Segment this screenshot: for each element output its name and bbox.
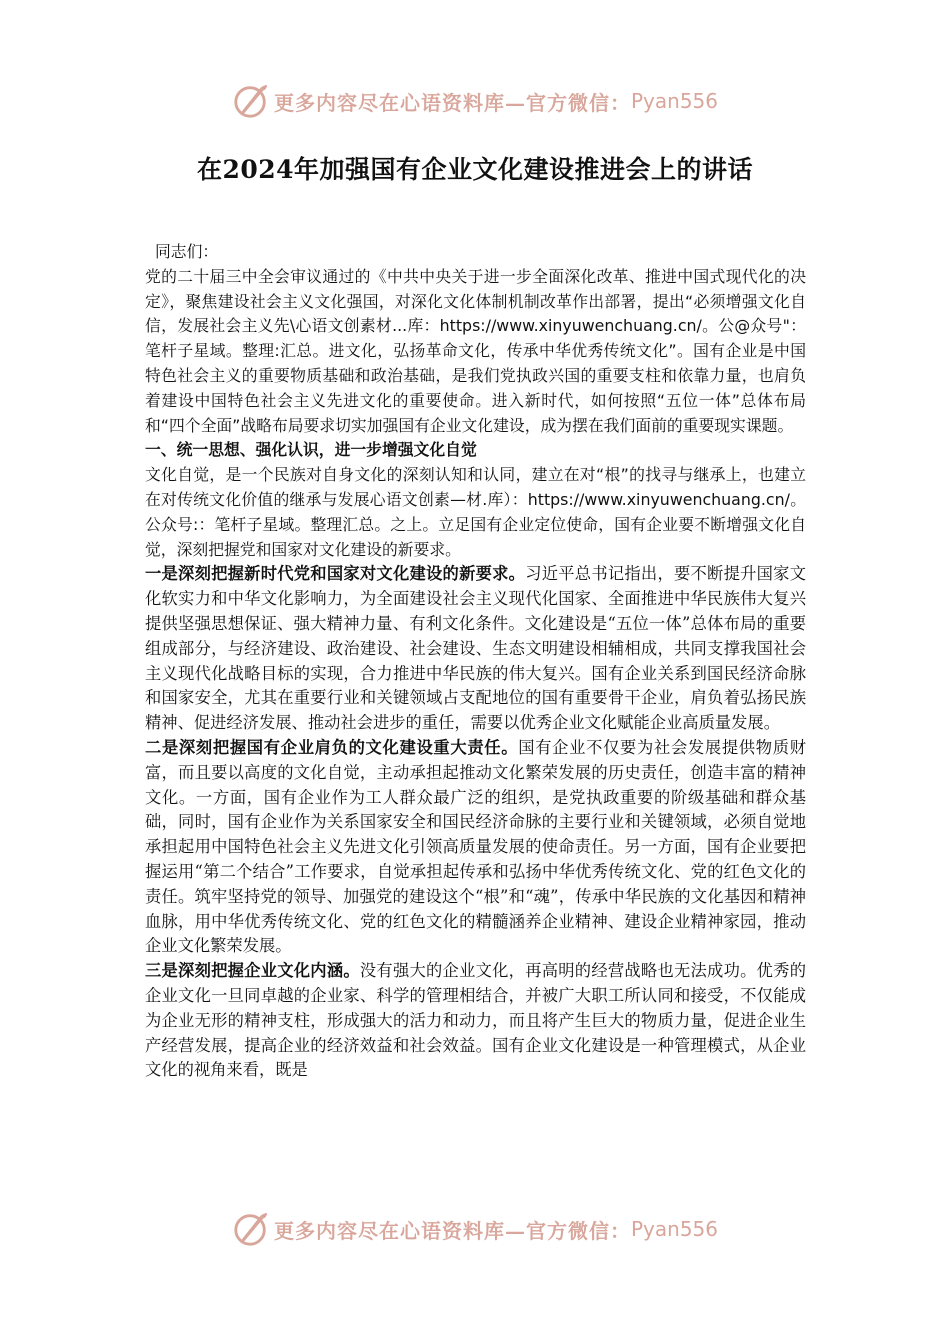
point-3-body: 没有强大的企业文化，再高明的经营战略也无法成功。优秀的企业文化一旦同卓越的企业家、科学的管理相结合，并被广大职工所认同和接受，不仅能成为企业无形的精神支柱，形成强大的活力和动力，而且将产生巨大的物质力量，促进企业生产经营发展，提高企业的经济效益和社会效益。国有企业文化建设是一种管理模式，从企业文化的视角来看，既是 <box>145 961 806 1080</box>
section-heading-1: 一、统一思想、强化认识，进一步增强文化自觉 <box>145 440 477 460</box>
point-1-lead: 一是深刻把握新时代党和国家对文化建设的新要求。 <box>145 564 526 584</box>
point-1-paragraph <box>145 562 806 736</box>
greeting: 同志们： <box>155 242 219 261</box>
banner-text: 更多内容尽在心语资料库—官方微信： <box>273 1218 631 1243</box>
point-3-lead: 三是深刻把握企业文化内涵。 <box>145 961 360 981</box>
point-2-lead: 二是深刻把握国有企业肩负的文化建设重大责任。 <box>145 737 519 757</box>
quill-logo-icon <box>232 82 270 120</box>
document-body <box>145 240 806 1083</box>
quill-logo-icon <box>232 1210 270 1248</box>
footer-watermark-banner <box>0 1206 950 1252</box>
banner-text: 更多内容尽在心语资料库—官方微信： <box>273 90 631 115</box>
section-1-paragraph: 文化自觉，是一个民族对自身文化的深刻认知和认同，建立在对“根”的找寻与继承上，也建立在对传统文化价值的继承与发展心语文创素—材.库）：https://www.xinyuwenchuang.cn/。公众号:：笔杆子星域。整理汇总。之上。立足国有企业定位使命，国有企业要不断增强文化自觉，深刻把握党和国家对文化建设的新要求。 <box>145 465 806 559</box>
banner-wechat-handle: Pyan556 <box>630 89 718 113</box>
point-2-paragraph <box>145 736 806 959</box>
point-1-body: 习近平总书记指出，要不断提升国家文化软实力和中华文化影响力，为全面建设社会主义现代化国家、全面推进中华民族伟大复兴提供坚强思想保证、强大精神力量、有利文化条件。文化建设是“五位一体”总体布局的重要组成部分，与经济建设、政治建设、社会建设、生态文明建设相辅相成，共同支撑我国社会主义现代化战略目标的实现，合力推进中华民族的伟大复兴。国有企业关系到国民经济命脉和国家安全，尤其在重要行业和关键领域占支配地位的国有重要骨干企业，肩负着弘扬民族精神、促进经济发展、推动社会进步的重任，需要以优秀企业文化赋能企业高质量发展。 <box>145 564 806 733</box>
header-watermark-banner <box>0 78 950 124</box>
point-2-body: 国有企业不仅要为社会发展提供物质财富，而且要以高度的文化自觉，主动承担起推动文化繁荣发展的历史责任，创造丰富的精神文化。一方面，国有企业作为工人群众最广泛的组织，是党执政重要的阶级基础和群众基础，同时，国有企业作为关系国家安全和国民经济命脉的主要行业和关键领域，必须自觉地承担起用中国特色社会主义先进文化引领高质量发展的使命责任。另一方面，国有企业要把握运用“第二个结合”工作要求，自觉承担起传承和弘扬中华优秀传统文化、党的红色文化的责任。筑牢坚持党的领导、加强党的建设这个“根”和“魂”，传承中华民族的文化基因和精神血脉，用中华优秀传统文化、党的红色文化的精髓涵养企业精神、建设企业精神家园，推动企业文化繁荣发展。 <box>145 737 806 956</box>
banner-wechat-handle: Pyan556 <box>630 1217 718 1241</box>
document-title: 在2024年加强国有企业文化建设推进会上的讲话 <box>196 155 754 184</box>
intro-paragraph: 党的二十届三中全会审议通过的《中共中央关于进一步全面深化改革、推进中国式现代化的决定》，聚焦建设社会主义文化强国，对深化文化体制机制改革作出部署，提出“必须增强文化自信，发展社会主义先\心语文创素材...库：https://www.xinyuwenchuang.cn/。公@众号"：笔杆子星域。整理:汇总。进文化，弘扬革命文化，传承中华优秀传统文化”。国有企业是中国特色社会主义的重要物质基础和政治基础，是我们党执政兴国的重要支柱和依靠力量，也肩负着建设中国特色社会主义先进文化的重要使命。进入新时代，如何按照“五位一体”总体布局和“四个全面”战略布局要求切实加强国有企业文化建设，成为摆在我们面前的重要现实课题。 <box>145 266 806 435</box>
point-3-paragraph <box>145 959 806 1083</box>
